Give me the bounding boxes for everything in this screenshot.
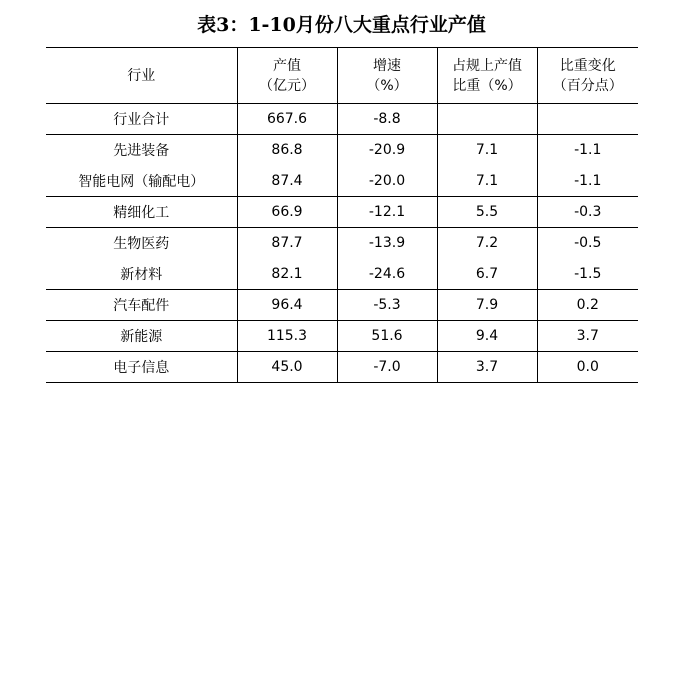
cell-change: 3.7 <box>537 321 638 352</box>
cell-change <box>537 104 638 135</box>
cell-industry: 先进装备 <box>113 143 170 160</box>
header-share: 占规上产值 比重（%） <box>437 48 537 104</box>
cell-output: 667.6 <box>237 104 337 135</box>
cell-share: 7.2 <box>437 228 537 259</box>
cell-output: 66.9 <box>237 197 337 228</box>
cell-share: 7.1 <box>437 135 537 166</box>
cell-share: 9.4 <box>437 321 537 352</box>
cell-change: -0.5 <box>537 228 638 259</box>
cell-growth: -12.1 <box>337 197 437 228</box>
cell-growth: 51.6 <box>337 321 437 352</box>
header-row <box>46 48 638 104</box>
header-growth: 增速 （%） <box>337 48 437 104</box>
table-row <box>46 135 638 166</box>
header-change: 比重变化 （百分点） <box>537 48 638 104</box>
table-row <box>46 166 638 197</box>
cell-growth: -20.0 <box>337 166 437 197</box>
cell-growth: -5.3 <box>337 290 437 321</box>
cell-industry: 电子信息 <box>46 352 237 383</box>
cell-growth: -8.8 <box>337 104 437 135</box>
cell-change: -1.1 <box>537 166 638 197</box>
header-industry: 行业 <box>46 48 237 104</box>
cell-industry: 汽车配件 <box>46 290 237 321</box>
cell-share: 3.7 <box>437 352 537 383</box>
table-row <box>46 321 638 352</box>
cell-industry: 新能源 <box>46 321 237 352</box>
cell-growth: -7.0 <box>337 352 437 383</box>
cell-industry: 生物医药 <box>113 236 170 253</box>
cell-change: -1.1 <box>537 135 638 166</box>
cell-share: 7.9 <box>437 290 537 321</box>
table-row <box>46 352 638 383</box>
cell-output: 87.7 <box>237 228 337 259</box>
table-row <box>46 104 638 135</box>
table-row <box>46 228 638 259</box>
header-output: 产值 （亿元） <box>237 48 337 104</box>
cell-output: 96.4 <box>237 290 337 321</box>
cell-output: 87.4 <box>237 166 337 197</box>
industry-output-table <box>46 47 638 383</box>
cell-share: 5.5 <box>437 197 537 228</box>
cell-share <box>437 104 537 135</box>
cell-change: -1.5 <box>537 259 638 290</box>
cell-output: 86.8 <box>237 135 337 166</box>
table-title: 表3：1-10月份八大重点行业产值 <box>197 14 486 36</box>
cell-share: 7.1 <box>437 166 537 197</box>
cell-industry: 智能电网（输配电） <box>46 166 237 197</box>
cell-output: 115.3 <box>237 321 337 352</box>
cell-change: -0.3 <box>537 197 638 228</box>
cell-share: 6.7 <box>437 259 537 290</box>
cell-industry: 行业合计 <box>46 104 237 135</box>
table-row <box>46 290 638 321</box>
cell-output: 82.1 <box>237 259 337 290</box>
cell-industry: 精细化工 <box>46 197 237 228</box>
cell-industry: 新材料 <box>46 259 237 290</box>
cell-growth: -24.6 <box>337 259 437 290</box>
cell-growth: -20.9 <box>337 135 437 166</box>
table-row <box>46 259 638 290</box>
table-row <box>46 197 638 228</box>
cell-change: 0.2 <box>537 290 638 321</box>
cell-growth: -13.9 <box>337 228 437 259</box>
cell-output: 45.0 <box>237 352 337 383</box>
cell-change: 0.0 <box>537 352 638 383</box>
